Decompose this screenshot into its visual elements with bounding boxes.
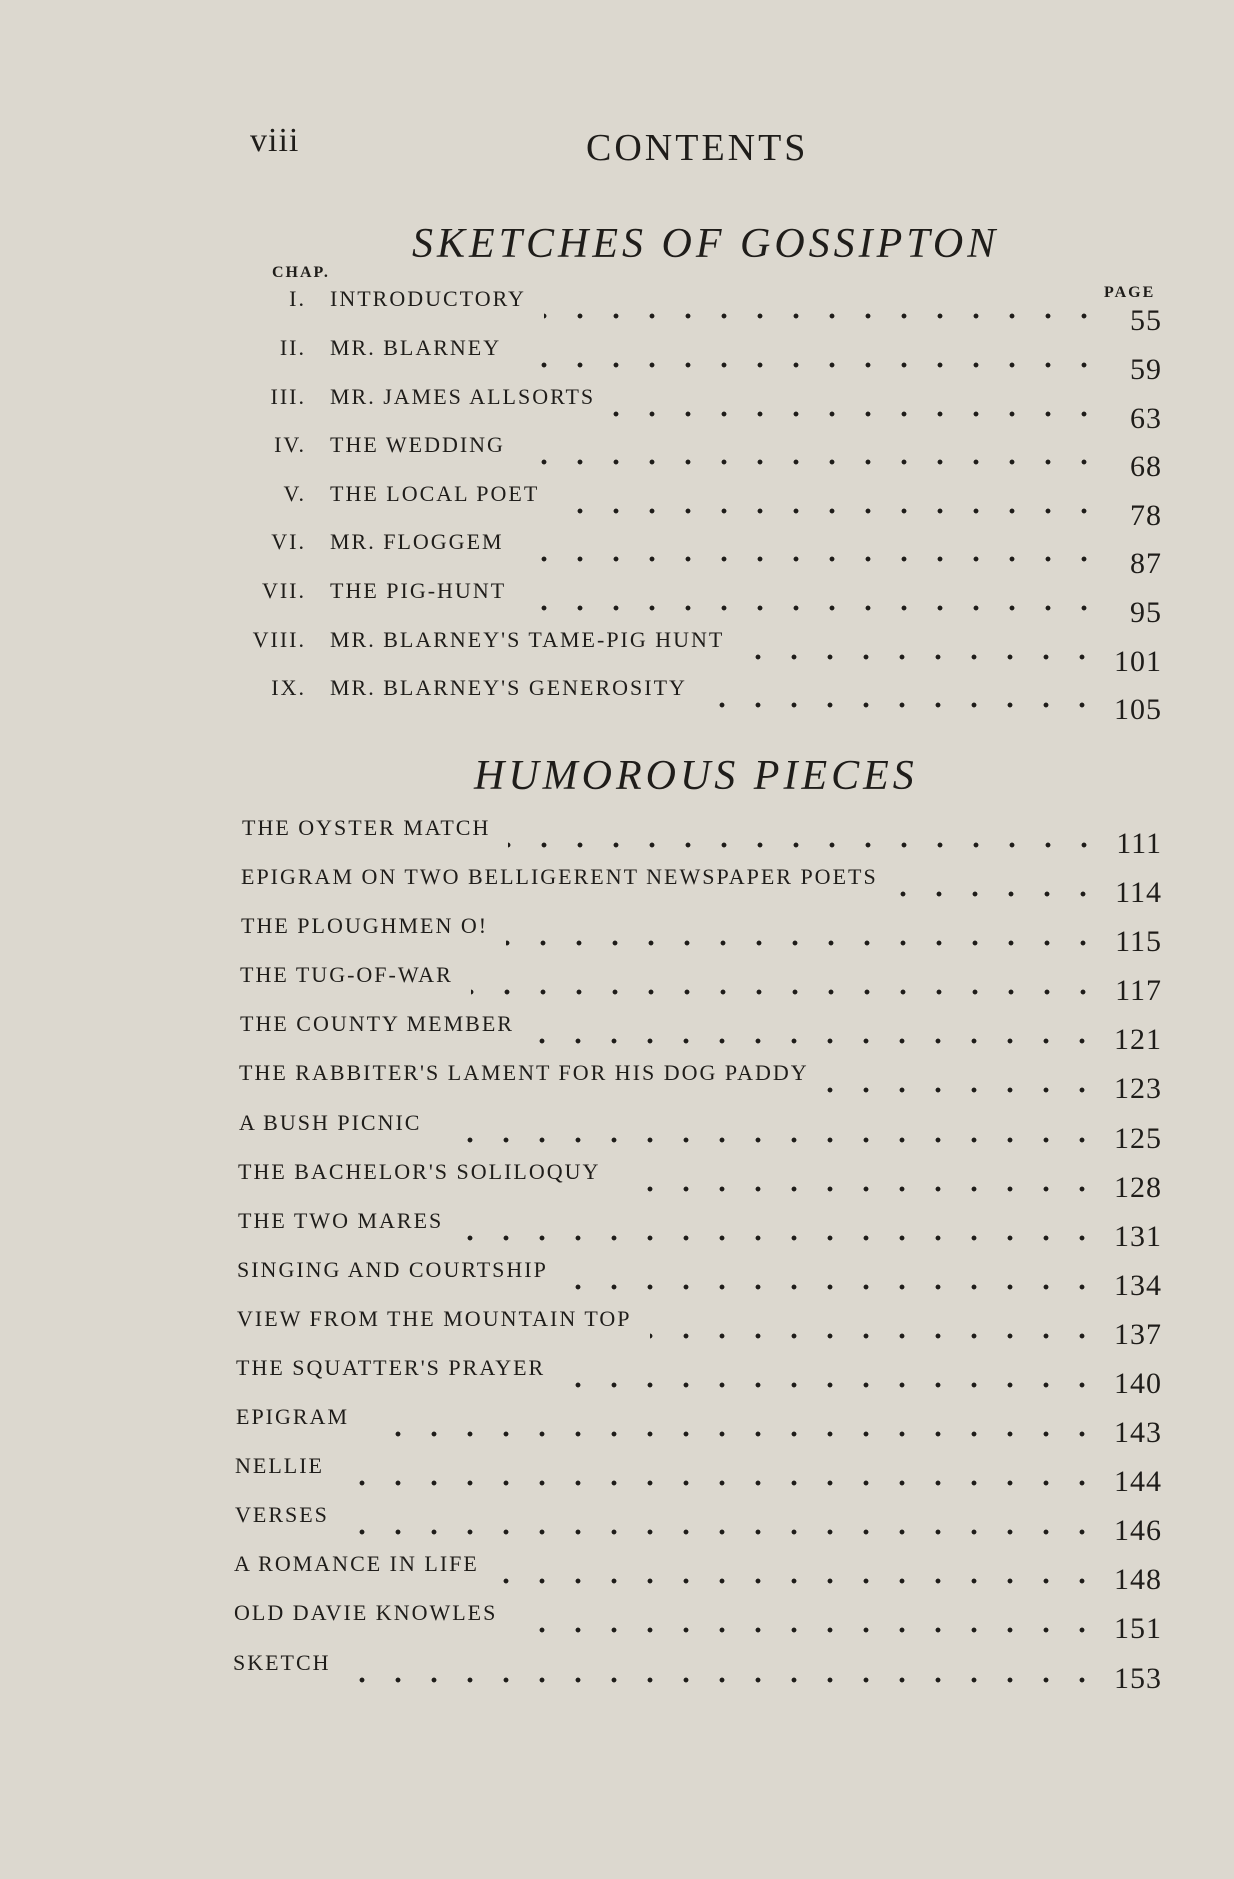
chapter-number: III.: [270, 384, 306, 409]
toc-entry: [0, 1355, 1234, 1399]
chapter-number: IX.: [271, 675, 306, 700]
page-number: 78: [1130, 499, 1162, 532]
toc-entry: [0, 432, 1234, 483]
toc-entry: [0, 286, 1234, 337]
toc-entry: [0, 529, 1234, 580]
dot-leader: [618, 1169, 1100, 1193]
entry-title: THE TUG-OF-WAR: [240, 962, 453, 987]
dot-leader: [557, 491, 1102, 515]
page-number: 153: [1114, 1662, 1162, 1695]
entry-title: THE PIG-HUNT: [330, 578, 507, 603]
chapter-number: IV.: [274, 432, 306, 457]
chapter-number: VI.: [271, 529, 306, 554]
dot-leader: [342, 1463, 1100, 1487]
dot-leader: [497, 1561, 1100, 1585]
page-number: 105: [1114, 693, 1162, 726]
entry-title: THE COUNTY MEMBER: [240, 1011, 514, 1036]
entry-title: THE BACHELOR'S SOLILOQUY: [238, 1159, 601, 1184]
humorous-section-title: HUMOROUS PIECES: [474, 753, 918, 799]
dot-leader: [532, 1021, 1100, 1045]
toc-entry: [0, 578, 1234, 629]
running-head: CONTENTS: [586, 127, 809, 169]
dot-leader: [827, 1070, 1100, 1094]
dot-leader: [705, 685, 1100, 709]
toc-entry: [0, 1600, 1234, 1644]
chapter-number: VIII.: [252, 627, 306, 652]
page-number: 140: [1114, 1367, 1162, 1400]
entry-title: INTRODUCTORY: [330, 286, 526, 311]
chapter-number: V.: [283, 481, 306, 506]
page-number: 146: [1114, 1514, 1162, 1547]
page-number: 151: [1114, 1612, 1162, 1645]
entry-title: SKETCH: [233, 1650, 331, 1675]
entry-title: VIEW FROM THE MOUNTAIN TOP: [237, 1306, 632, 1331]
toc-entry: [0, 1257, 1234, 1301]
dot-leader: [508, 825, 1102, 849]
dot-leader: [650, 1316, 1100, 1340]
toc-entry: [0, 1502, 1234, 1546]
dot-leader: [349, 1660, 1100, 1684]
dot-leader: [613, 394, 1102, 418]
sketches-section-title: SKETCHES OF GOSSIPTON: [412, 221, 1000, 267]
toc-entry: [0, 1159, 1234, 1203]
page-number: 115: [1115, 925, 1162, 958]
dot-leader: [524, 588, 1102, 612]
entry-title: MR. BLARNEY'S TAME-PIG HUNT: [330, 627, 725, 652]
page-folio: viii: [250, 122, 300, 159]
entry-title: OLD DAVIE KNOWLES: [234, 1600, 498, 1625]
chapter-number: VII.: [261, 578, 306, 603]
page-number: 55: [1130, 304, 1162, 337]
toc-entry: [0, 962, 1234, 1006]
toc-entry: [0, 913, 1234, 957]
page-number: 117: [1115, 974, 1162, 1007]
dot-leader: [566, 1267, 1100, 1291]
dot-leader: [515, 1610, 1100, 1634]
dot-leader: [522, 539, 1102, 563]
page-number: 111: [1116, 827, 1162, 860]
toc-entry: [0, 675, 1234, 726]
dot-leader: [523, 442, 1102, 466]
entry-title: THE TWO MARES: [238, 1208, 444, 1233]
toc-entry: [0, 1011, 1234, 1055]
entry-title: NELLIE: [235, 1453, 324, 1478]
page-number: 144: [1114, 1465, 1162, 1498]
dot-leader: [506, 923, 1101, 947]
entry-title: A ROMANCE IN LIFE: [234, 1551, 479, 1576]
page-number: 128: [1114, 1171, 1162, 1204]
page-number: 137: [1114, 1318, 1162, 1351]
page-number: 95: [1130, 596, 1162, 629]
page-number: 125: [1114, 1122, 1162, 1155]
dot-leader: [742, 637, 1100, 661]
page-number: 68: [1130, 450, 1162, 483]
entry-title: A BUSH PICNIC: [239, 1110, 422, 1135]
toc-entry: [0, 1551, 1234, 1595]
dot-leader: [347, 1512, 1100, 1536]
dot-leader: [471, 972, 1101, 996]
entry-title: THE OYSTER MATCH: [242, 815, 491, 840]
entry-title: MR. JAMES ALLSORTS: [330, 384, 596, 409]
toc-entry: [0, 384, 1234, 435]
dot-leader: [544, 296, 1102, 320]
entry-title: EPIGRAM ON TWO BELLIGERENT NEWSPAPER POETS: [241, 864, 878, 889]
toc-entry: [0, 627, 1234, 678]
page-number: 121: [1114, 1023, 1162, 1056]
page-number: 101: [1114, 645, 1162, 678]
entry-title: SINGING AND COURTSHIP: [237, 1257, 548, 1282]
toc-entry: [0, 1650, 1234, 1694]
toc-entry: [0, 1110, 1234, 1154]
chap-column-label: CHAP.: [272, 264, 330, 281]
toc-entry: [0, 1060, 1234, 1104]
dot-leader: [439, 1120, 1100, 1144]
chapter-number: II.: [279, 335, 306, 360]
page-number: 87: [1130, 547, 1162, 580]
entry-title: THE WEDDING: [330, 432, 505, 457]
page-number: 148: [1114, 1563, 1162, 1596]
entry-title: THE SQUATTER'S PRAYER: [236, 1355, 546, 1380]
entry-title: EPIGRAM: [236, 1404, 350, 1429]
page-number: 63: [1130, 402, 1162, 435]
page-number: 131: [1114, 1220, 1162, 1253]
entry-title: THE PLOUGHMEN O!: [241, 913, 489, 938]
dot-leader: [461, 1218, 1100, 1242]
dot-leader: [896, 874, 1101, 898]
entry-title: MR. BLARNEY'S GENEROSITY: [330, 675, 687, 700]
entry-title: MR. FLOGGEM: [330, 529, 504, 554]
toc-entry: [0, 1453, 1234, 1497]
entry-title: THE RABBITER'S LAMENT FOR HIS DOG PADDY: [239, 1060, 809, 1085]
toc-entry: [0, 1208, 1234, 1252]
page-number: 123: [1114, 1072, 1162, 1105]
chapter-number: I.: [289, 286, 306, 311]
dot-leader: [563, 1365, 1100, 1389]
entry-title: VERSES: [235, 1502, 329, 1527]
page-number: 114: [1115, 876, 1162, 909]
page-number: 134: [1114, 1269, 1162, 1302]
toc-entry: [0, 815, 1234, 859]
toc-entry: [0, 1306, 1234, 1350]
toc-entry: [0, 335, 1234, 386]
entry-title: MR. BLARNEY: [330, 335, 502, 360]
page-number: 59: [1130, 353, 1162, 386]
dot-leader: [367, 1414, 1100, 1438]
page-column-label: PAGE: [1104, 284, 1156, 301]
entry-title: THE LOCAL POET: [330, 481, 540, 506]
dot-leader: [519, 345, 1102, 369]
page-number: 143: [1114, 1416, 1162, 1449]
toc-entry: [0, 1404, 1234, 1448]
toc-entry: [0, 864, 1234, 908]
toc-entry: [0, 481, 1234, 532]
